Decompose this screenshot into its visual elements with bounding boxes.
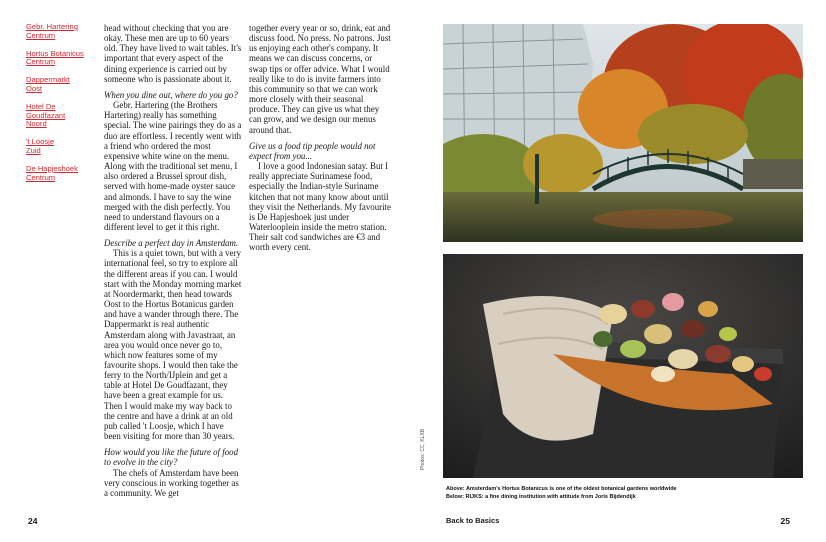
page-number: 25 [780, 516, 790, 526]
place-item[interactable] [26, 103, 92, 129]
place-name[interactable]: Dappermarkt [26, 75, 70, 85]
dish-photo-image [443, 254, 803, 478]
place-name[interactable]: Hortus Botanicus [26, 48, 84, 58]
caption-above: Above: Amsterdam's Hortus Botanicus is one of the oldest botanical gardens worldwide [446, 486, 677, 492]
running-head: Back to Basics [446, 516, 500, 525]
place-area[interactable]: Oost [26, 83, 43, 93]
garden-photo [443, 24, 803, 242]
dish-photo [443, 254, 803, 478]
interview-question: Describe a perfect day in Amsterdam. [104, 238, 239, 249]
body-column-1 [104, 23, 242, 498]
garden-photo-image [443, 24, 803, 242]
place-name[interactable]: 't Loosje [26, 137, 55, 147]
place-area[interactable]: Noord [26, 119, 47, 129]
place-name[interactable]: Hotel De Goudfazant [26, 101, 66, 120]
interview-question: When you dine out, where do you go? [104, 89, 238, 100]
caption-below: Below: RIJKS: a fine dining institution with attitude from Joris Bijdendijk [446, 493, 636, 500]
place-area[interactable]: Zuid [26, 145, 41, 155]
page-number: 24 [28, 516, 38, 526]
place-area[interactable]: Centrum [26, 172, 56, 182]
paragraph: This is a quiet town, but with a very international feel, so try to explore all the different areas if you can. I would start with the Monday morning market at Noordermarkt, then head towards Oost to the Hortus Botanicus garden and have a wander through there. The Dappermarkt is real authentic Amsterdam along with Javastraat, an area you would once never go to, which now features some of my favourite shops. I would then take the ferry to the North/IJplein and get a table at Hotel De Goudfazant, they have been a great example for us. Then I would make my way back to the centre and have a drink at an old pub called 't Loosje, which I have been visiting for more than 30 years. [104, 248, 242, 442]
photo-credit: Photos: CC, KLXB [420, 428, 426, 470]
place-item[interactable] [26, 138, 92, 156]
place-item[interactable] [26, 165, 92, 183]
places-sidebar [26, 23, 92, 191]
photo-captions [446, 486, 677, 501]
body-column-2 [249, 23, 391, 252]
paragraph: Gebr. Hartering (the Brothers Hartering) really has something special. The wine pairings they do as a duo are effortless. I recently went with a friend who ordered the most expensive white wine on the menu. Along with the traditional set menu, I also ordered a Brussel sprout dish, served with home-made oyster sauce and almonds. I have to say the wine merged with the dish perfectly. You need to understand flavours on a different level to get it this right. [104, 100, 242, 232]
place-name[interactable]: De Hapjeshoek [26, 163, 78, 173]
interview-question: How would you like the future of food to evolve in the city? [104, 447, 239, 468]
place-name[interactable]: Gebr. Hartering [26, 22, 78, 31]
interview-question: Give us a food tip people would not expect from you... [249, 140, 376, 161]
right-page [413, 0, 826, 542]
place-area[interactable]: Centrum [26, 57, 56, 67]
paragraph: head without checking that you are okay. These men are up to 60 years old. They have lived to wait tables. It's important that every aspect of the dining experience is carried out by someone who is passionate about it. [104, 23, 242, 84]
place-item[interactable] [26, 23, 92, 41]
place-item[interactable] [26, 76, 92, 94]
paragraph: I love a good Indonesian satay. But I really appreciate Surinamese food, especially the Indian-style Suriname kitchen that not many know about until they visit the Netherlands. My favourite is De Hapjeshoek just under Waterlooplein inside the metro station. Their salt cod sandwiches are €3 and worth every cent. [249, 161, 391, 253]
paragraph: together every year or so, drink, eat and discuss food. No press. No patrons. Just us enjoying each other's company. It means we can discuss concerns, or swap tips or offer advice. What I would really like to do is invite farmers into this community so that we can work more closely with their seasonal produce. They can give us what they can grow, and we design our menus around that. [249, 23, 391, 135]
place-item[interactable] [26, 50, 92, 68]
paragraph: The chefs of Amsterdam have been very conscious in working together as a community. We get [104, 467, 239, 498]
place-area[interactable]: Centrum [26, 30, 56, 40]
